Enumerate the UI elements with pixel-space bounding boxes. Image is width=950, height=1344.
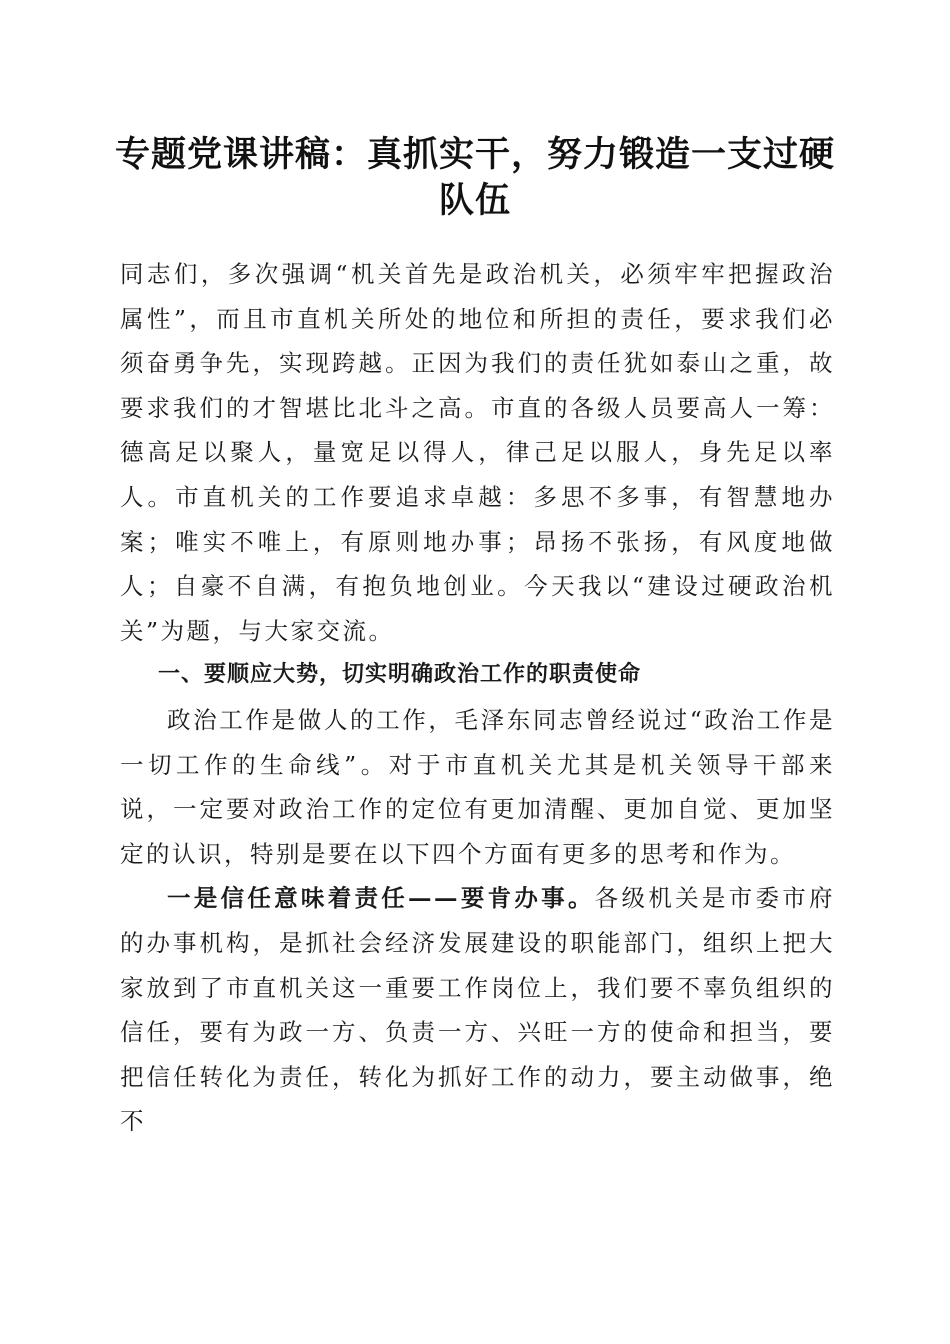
page-title: [100, 132, 850, 224]
title-line-1: 专题党课讲稿：真抓实干，努力锻造一支过硬: [114, 134, 835, 175]
section-heading-1: 一、要顺应大势，切实明确政治工作的职责使命: [158, 662, 642, 688]
point-1-text: 各级机关是市委市府的办事机构，是抓社会经济发展建设的职能部门，组织上把大家放到了市直机关这一重要工作岗位上，我们要不辜负组织的信任，要有为政一方、负责一方、兴旺一方的使命和担当，要把信任转化为责任，转化为抓好工作的动力，要主动做事，绝不: [120, 884, 836, 1136]
title-line-2: 队伍: [438, 180, 511, 221]
point-1-lead: 一是信任意味着责任——要肯办事。: [167, 884, 595, 913]
point-1-paragraph: [120, 876, 835, 1144]
intro-paragraph: 同志们，多次强调“机关首先是政治机关，必须牢牢把握政治属性”，而且市直机关所处的地位和所担的责任，要求我们必须奋勇争先，实现跨越。正因为我们的责任犹如泰山之重，故要求我们的才智堪比北斗之高。市直的各级人员要高人一筹：德高足以聚人，量宽足以得人，律己足以服人，身先足以率人。市直机关的工作要追求卓越：多思不多事，有智慧地办案；唯实不唯上，有原则地办事；昂扬不张扬，有风度地做人；自豪不自满，有抱负地创业。今天我以“建设过硬政治机关”为题，与大家交流。: [120, 260, 835, 645]
section-1-paragraph: 政治工作是做人的工作，毛泽东同志曾经说过“政治工作是一切工作的生命线”。对于市直机关尤其是机关领导干部来说，一定要对政治工作的定位有更加清醒、更加自觉、更加坚定的认识，特别是要在以下四个方面有更多的思考和作为。: [120, 705, 835, 868]
document-body: [120, 252, 835, 1144]
